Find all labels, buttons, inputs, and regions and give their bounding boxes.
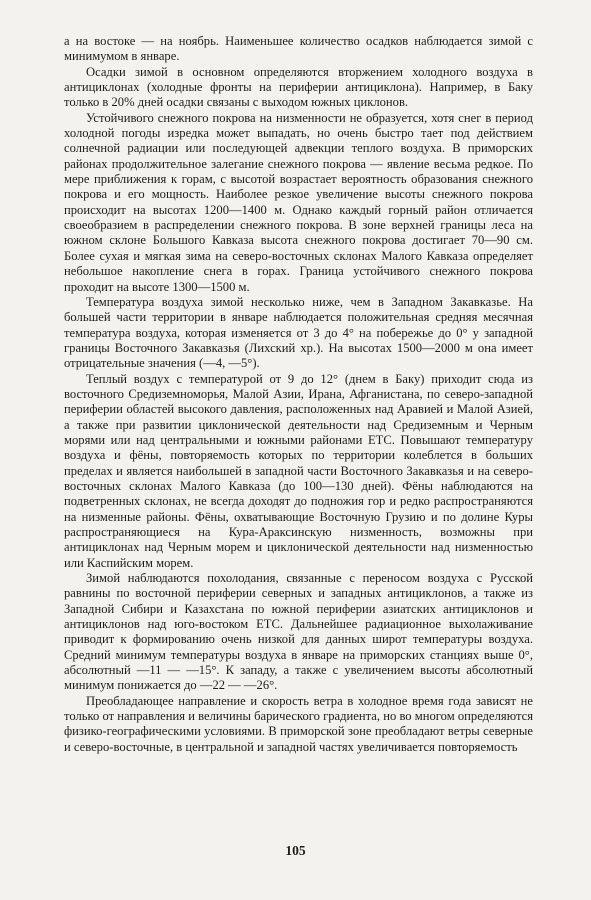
body-text	[64, 34, 533, 755]
paragraph-1: а на востоке — на ноябрь. Наименьшее количество осадков наблюдается зимой с минимумом в январе.	[64, 34, 533, 64]
paragraph-6: Зимой наблюдаются похолодания, связанные с переносом воздуха с Русской равнины по восточной периферии северных и западных антициклонов, а также из Западной Сибири и Казахстана по южной периферии азиатских антициклонов и антициклонов над юго-востоком ЕТС. Дальнейшее радиационное выхолаживание приводит к формированию очень низкой для данных широт температуры воздуха. Средний минимум температуры воздуха в январе на приморских станциях выше 0°, абсолютный —11 — —15°. К западу, а также с увеличением высоты абсолютный минимум понижается до —22 — —26°.	[64, 571, 533, 693]
paragraph-4: Температура воздуха зимой несколько ниже, чем в Западном Закавказье. На большей части территории в январе наблюдается положительная средняя месячная температура воздуха, которая изменяется от 3 до 4° на побережье до 0° у западной границы Восточного Закавказья (Лихский хр.). На высотах 1500—2000 м она имеет отрицательные значения (—4, —5°).	[64, 294, 533, 371]
paragraph-2: Осадки зимой в основном определяются вторжением холодного воздуха в антициклонах (холодные фронты на периферии антициклона). Например, в Баку только в 20% дней осадки связаны с выходом южных циклонов.	[64, 64, 533, 110]
page-number: 105	[285, 843, 306, 858]
paragraph-5: Теплый воздух с температурой от 9 до 12° (днем в Баку) приходит сюда из восточного Средиземноморья, Малой Азии, Ирана, Афганистана, по северо-западной периферии областей высокого давления, расположенных над Аравией и Малой Азией, а также при развитии циклонической деятельности над Средиземным и Черным морями или над центральными и южными районами ЕТС. Повышают температуру воздуха и фёны, повторяемость которых по территории колеблется в больших пределах и является наибольшей в западной части Восточного Закавказья и на северо-восточных склонах Малого Кавказа (до 100—130 дней). Фёны наблюдаются на подветренных склонах, не всегда доходят до подножия гор и редко распространяются на низменные районы. Фёны, охватывающие Восточную Грузию и по долине Куры распространяющиеся на Кура-Араксинскую низменность, возможны при антициклонах над Черным морем и циклонической деятельности над низменностью или Каспийским морем.	[64, 371, 533, 570]
paragraph-3: Устойчивого снежного покрова на низменности не образуется, хотя снег в период холодной погоды изредка может выпадать, но очень быстро тает под действием солнечной радиации или последующей адвекции теплого воздуха. В приморских районах продолжительное залегание снежного покрова — явление весьма редкое. По мере приближения к горам, с высотой возрастает вероятность образования снежного покрова и его мощность. Наиболее резкое увеличение высоты снежного покрова происходит на высотах 1200—1400 м. Однако каждый горный район отличается своеобразием в распределении снежного покрова. В зоне верхней границы леса на южном склоне Большого Кавказа высота снежного покрова достигает 70—90 см. Более сухая и мягкая зима на северо-восточных склонах Малого Кавказа определяет небольшое накопление снега в горах. Граница устойчивого снежного покрова проходит на высоте 1300—1500 м.	[64, 110, 533, 294]
paragraph-7: Преобладающее направление и скорость ветра в холодное время года зависят не только от направления и величины барического градиента, но во многом определяются физико-географическими условиями. В приморской зоне преобладают ветры северные и северо-восточные, в центральной и западной частях увеличивается повторяемость	[64, 693, 533, 754]
